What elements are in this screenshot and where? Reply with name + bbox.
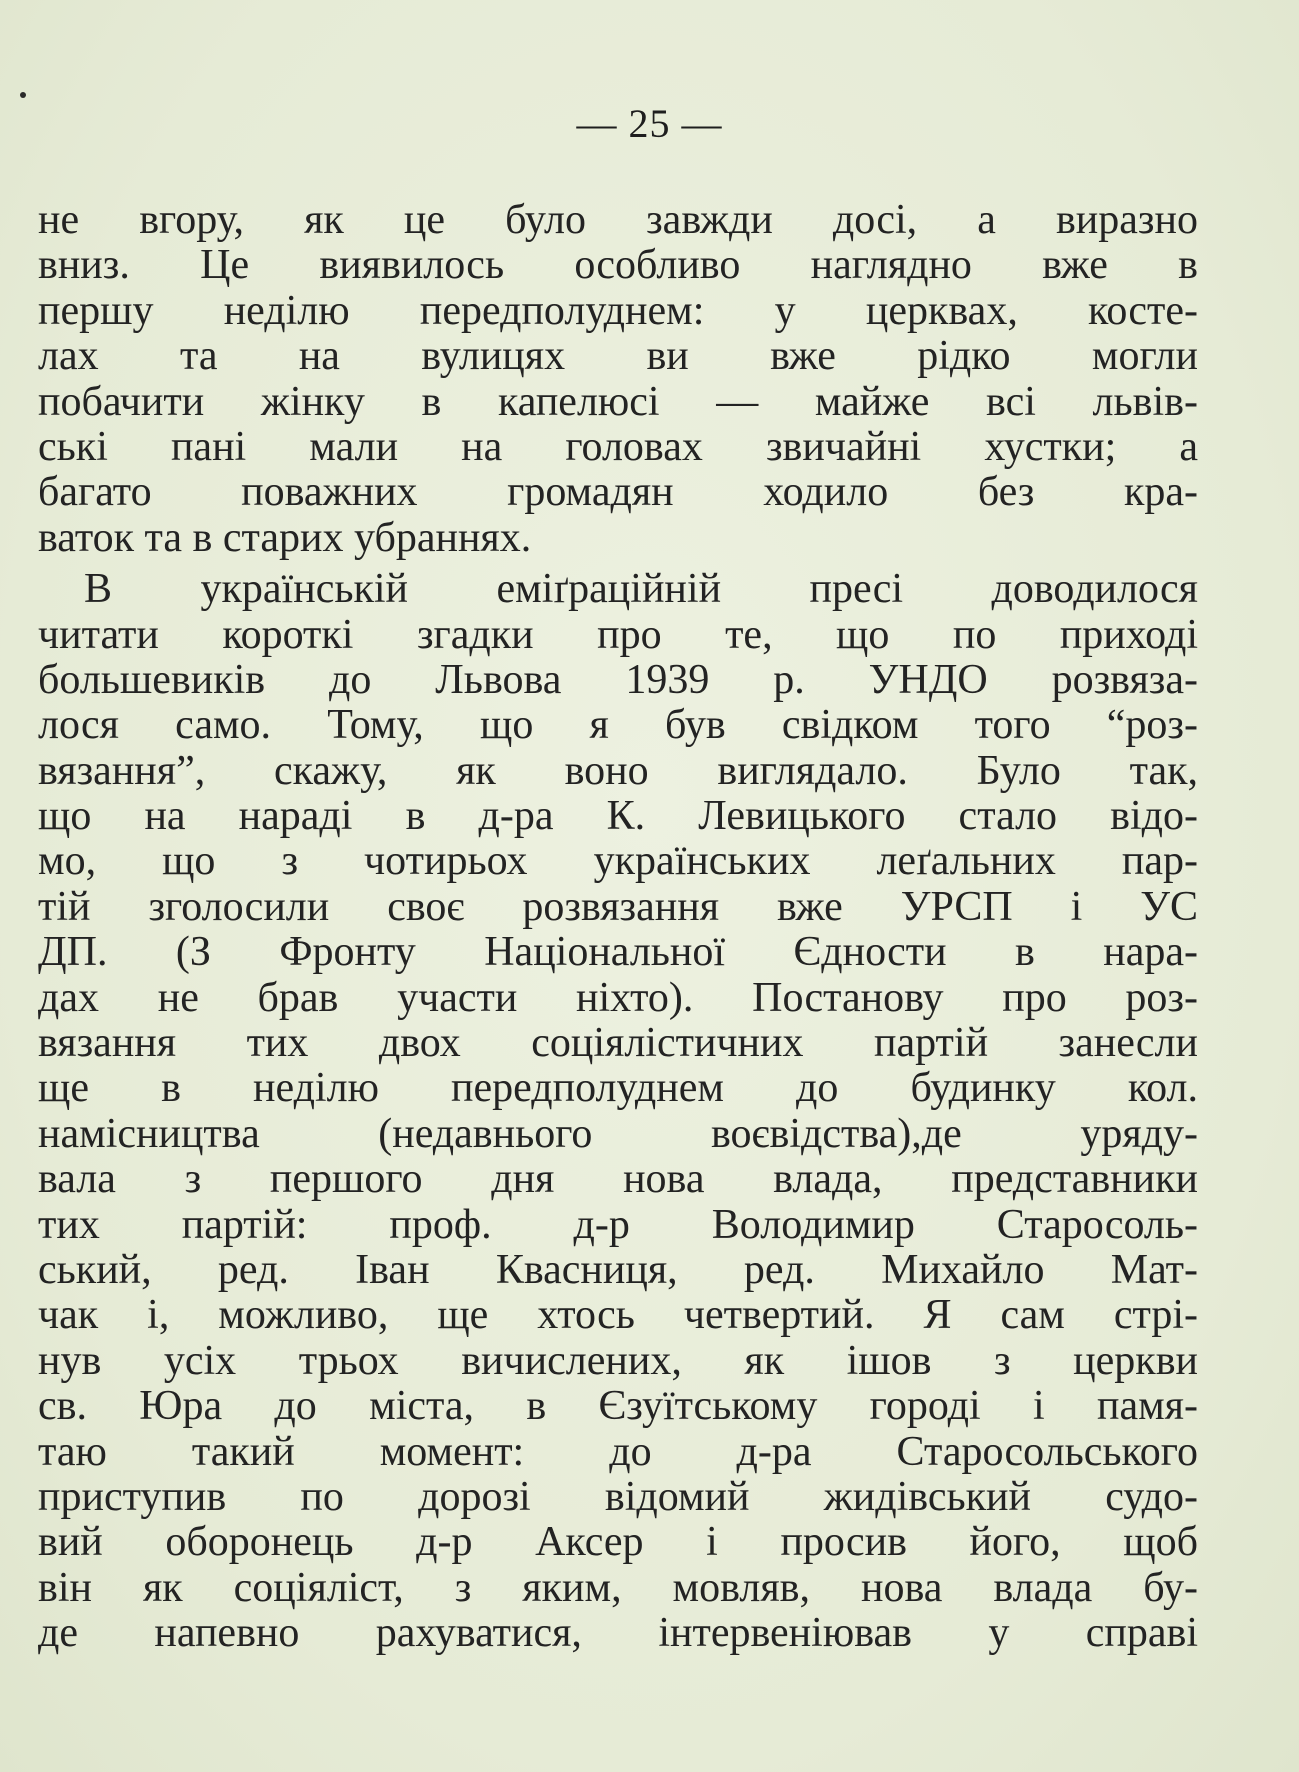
text-line: ваток та в старих убраннях.: [38, 514, 532, 561]
text-line: тих партій: проф. д-р Володимир Старосоль-: [38, 1201, 1198, 1248]
body-text: [38, 198, 1198, 1657]
page-number: — 25 —: [576, 101, 723, 146]
text-line: що на нараді в д-ра К. Левицького стало відо-: [38, 793, 1198, 840]
text-line: тій зголосили своє розвязання вже УРСП і УС: [38, 883, 1198, 930]
text-line: В українській еміґраційній пресі доводилося: [84, 566, 1198, 613]
text-line: вязання тих двох соціялістичних партій занесли: [38, 1020, 1198, 1067]
paragraph: [38, 567, 1198, 1656]
text-line: багато поважних громадян ходило без кра-: [38, 469, 1198, 516]
text-line: вниз. Це виявилось особливо наглядно вже в: [38, 242, 1198, 289]
text-line: ський, ред. Іван Квасниця, ред. Михайло Мат-: [38, 1246, 1198, 1293]
text-line: де напевно рахуватися, інтервеніював у справі: [38, 1610, 1198, 1657]
text-line: вала з першого дня нова влада, представники: [38, 1156, 1198, 1203]
text-line: побачити жінку в капелюсі — майже всі львів-: [38, 378, 1198, 425]
text-line: большевиків до Львова 1939 р. УНДО розвяза-: [38, 656, 1198, 703]
text-line: не вгору, як це було завжди досі, а виразно: [38, 197, 1198, 243]
text-line: першу неділю передполуднем: у церквах, косте-: [38, 287, 1198, 334]
text-line: св. Юра до міста, в Єзуїтському городі і памя-: [38, 1383, 1198, 1430]
text-line: мо, що з чотирьох українських леґальних пар-: [38, 838, 1198, 885]
text-line: чак і, можливо, ще хтось четвертий. Я сам стрі-: [38, 1292, 1198, 1339]
text-line: вязання”, скажу, як воно виглядало. Було так,: [38, 747, 1198, 794]
text-line: дах не брав участи ніхто). Постанову про роз-: [38, 974, 1198, 1021]
text-line: читати короткі згадки про те, що по приході: [38, 611, 1198, 658]
text-line: ще в неділю передполуднем до будинку кол.: [38, 1065, 1198, 1112]
paragraph: [38, 198, 1198, 561]
text-line: ДП. (З Фронту Національної Єдности в нара-: [38, 929, 1198, 976]
text-line: лося само. Тому, що я був свідком того “роз-: [38, 702, 1198, 749]
ink-speck: [20, 92, 26, 98]
text-line: він як соціяліст, з яким, мовляв, нова влада бу-: [38, 1564, 1198, 1611]
text-line: лах та на вулицях ви вже рідко могли: [38, 333, 1198, 380]
text-line: намісництва (недавнього воєвідства),де уряду-: [38, 1110, 1198, 1157]
text-line: таю такий момент: до д-ра Старосольського: [38, 1428, 1198, 1475]
text-line: ські пані мали на головах звичайні хустки; а: [38, 423, 1198, 470]
text-line: нув усіх трьох вичислених, як ішов з церкви: [38, 1337, 1198, 1384]
text-line: приступив по дорозі відомий жидівський судо-: [38, 1473, 1198, 1520]
text-line: вий оборонець д-р Аксер і просив його, щоб: [38, 1519, 1198, 1566]
